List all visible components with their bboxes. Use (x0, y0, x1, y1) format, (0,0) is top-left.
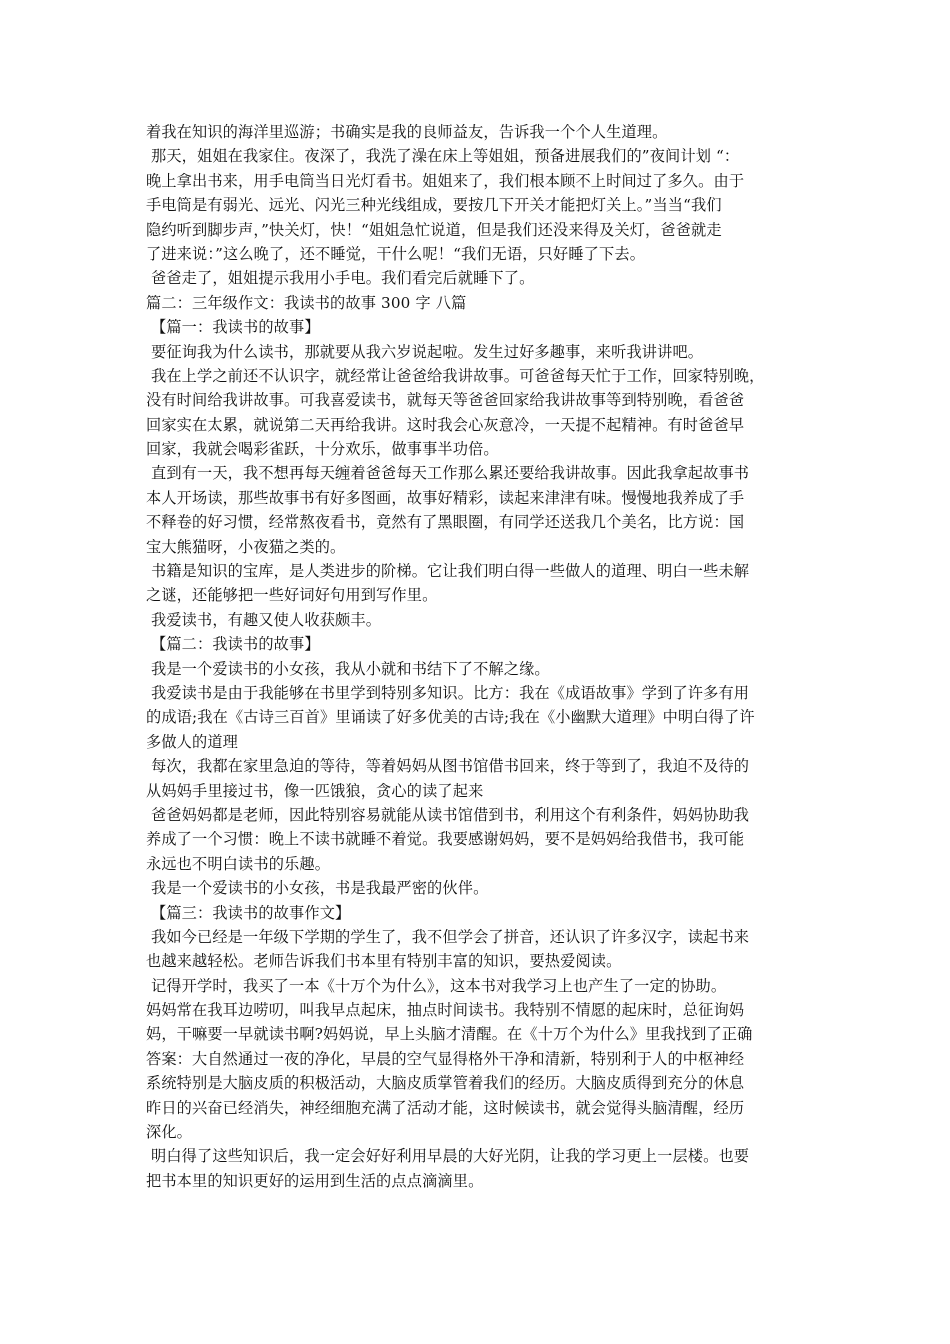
text-line: 不释卷的好习惯，经常熬夜看书，竟然有了黑眼圈，有同学还送我几个美名，比方说：国 (146, 513, 745, 532)
text-line: 了进来说：”这么晚了，还不睡觉，干什么呢！“我们无语，只好睡了下去。 (146, 244, 646, 263)
text-line: 系统特别是大脑皮质的积极活动，大脑皮质掌管着我们的经历。大脑皮质得到充分的休息 (146, 1074, 745, 1093)
text-line: 妈，干嘛要一早就读书啊?妈妈说，早上头脑才清醒。在《十万个为什么》里我找到了正确 (146, 1025, 753, 1044)
text-line: 深化。 (146, 1123, 193, 1142)
text-line: 着我在知识的海洋里巡游；书确实是我的良师益友，告诉我一个个人生道理。 (146, 123, 668, 141)
text-line: 本人开场读，那些故事书有好多图画，故事好精彩，读起来津津有味。慢慢地我养成了手 (146, 488, 745, 507)
text-line: 直到有一天，我不想再每天缠着爸爸每天工作那么累还要给我讲故事。因此我拿起故事书 (146, 464, 750, 483)
text-line: 手电筒是有弱光、远光、闪光三种光线组成，要按几下开关才能把灯关上。”当当“我们 (146, 196, 722, 215)
text-line: 也越来越轻松。老师告诉我们书本里有特别丰富的知识，要热爱阅读。 (146, 952, 622, 971)
text-line: 妈妈常在我耳边唠叨，叫我早点起床，抽点时间读书。我特别不情愿的起床时，总征询妈 (146, 1001, 745, 1020)
text-line: 书籍是知识的宝库，是人类进步的阶梯。它让我们明白得一些做人的道理、明白一些未解 (146, 562, 750, 581)
text-line: 没有时间给我讲故事。可我喜爱读书，就每天等爸爸回家给我讲故事等到特别晚，看爸爸 (146, 391, 745, 410)
text-line: 爸爸妈妈都是老师，因此特别容易就能从读书馆借到书，利用这个有利条件，妈妈协助我 (146, 805, 750, 824)
text-line: 回家实在太累，就说第二天再给我讲。这时我会心灰意冷，一天提不起精神。有时爸爸早 (146, 415, 745, 434)
section-heading: 篇二：三年级作文：我读书的故事 300 字 八篇 (146, 293, 467, 312)
text-line: 晚上拿出书来，用手电筒当日光灯看书。姐姐来了，我们根本顾不上时间过了多久。由于 (146, 171, 745, 190)
text-line: 爸爸走了，姐姐提示我用小手电。我们看完后就睡下了。 (146, 269, 535, 288)
text-line: 隐约听到脚步声，”快关灯，快！“姐姐急忙说道，但是我们还没来得及关灯，爸爸就走 (146, 220, 722, 239)
text-line: 把书本里的知识更好的运用到生活的点点滴滴里。 (146, 1171, 484, 1190)
subsection-heading: 【篇二：我读书的故事】 (146, 635, 320, 654)
subsection-heading: 【篇三：我读书的故事作文】 (146, 903, 351, 922)
text-line: 那天，姐姐在我家住。夜深了，我洗了澡在床上等姐姐，预备进展我们的”夜间计划 “： (146, 147, 740, 166)
text-line: 我在上学之前还不认识字，就经常让爸爸给我讲故事。可爸爸每天忙于工作，回家特别晚， (146, 366, 765, 385)
text-line: 宝大熊猫呀，小夜猫之类的。 (146, 537, 346, 556)
text-line: 的成语;我在《古诗三百首》里诵读了好多优美的古诗;我在《小幽默大道理》中明白得了许 (146, 708, 755, 727)
text-line: 从妈妈手里接过书，像一匹饿狼，贪心的读了起来 (146, 781, 484, 800)
text-line: 我爱读书是由于我能够在书里学到特别多知识。比方：我在《成语故事》学到了许多有用 (146, 683, 750, 702)
text-line: 明白得了这些知识后，我一定会好好利用早晨的大好光阴，让我的学习更上一层楼。也要 (146, 1147, 750, 1166)
text-line: 我如今已经是一年级下学期的学生了，我不但学会了拼音，还认识了许多汉字，读起书来 (146, 927, 750, 946)
text-line: 回家，我就会喝彩雀跃，十分欢乐，做事事半功倍。 (146, 440, 499, 459)
text-line: 永远也不明白读书的乐趣。 (146, 854, 331, 873)
text-line: 之谜，还能够把一些好词好句用到写作里。 (146, 586, 438, 605)
text-line: 昨日的兴奋已经消失，神经细胞充满了活动才能，这时候读书，就会觉得头脑清醒，经历 (146, 1098, 745, 1117)
text-line: 每次，我都在家里急迫的等待，等着妈妈从图书馆借书回来，终于等到了，我迫不及待的 (146, 757, 750, 776)
text-line: 我爱读书，有趣又使人收获颇丰。 (146, 610, 382, 629)
text-line: 要征询我为什么读书，那就要从我六岁说起啦。发生过好多趣事，来听我讲讲吧。 (146, 342, 704, 361)
text-line: 记得开学时，我买了一本《十万个为什么》，这本书对我学习上也产生了一定的协助。 (146, 976, 727, 995)
text-line: 答案：大自然通过一夜的净化，早晨的空气显得格外干净和清新，特别利于人的中枢神经 (146, 1049, 745, 1068)
text-line: 多做人的道理 (146, 732, 239, 751)
text-line: 养成了一个习惯：晚上不读书就睡不着觉。我要感谢妈妈，要不是妈妈给我借书，我可能 (146, 830, 745, 849)
text-line: 我是一个爱读书的小女孩，我从小就和书结下了不解之缘。 (146, 659, 550, 678)
document-body (146, 120, 812, 1193)
text-line: 我是一个爱读书的小女孩，书是我最严密的伙伴。 (146, 879, 489, 898)
subsection-heading: 【篇一：我读书的故事】 (146, 318, 320, 337)
